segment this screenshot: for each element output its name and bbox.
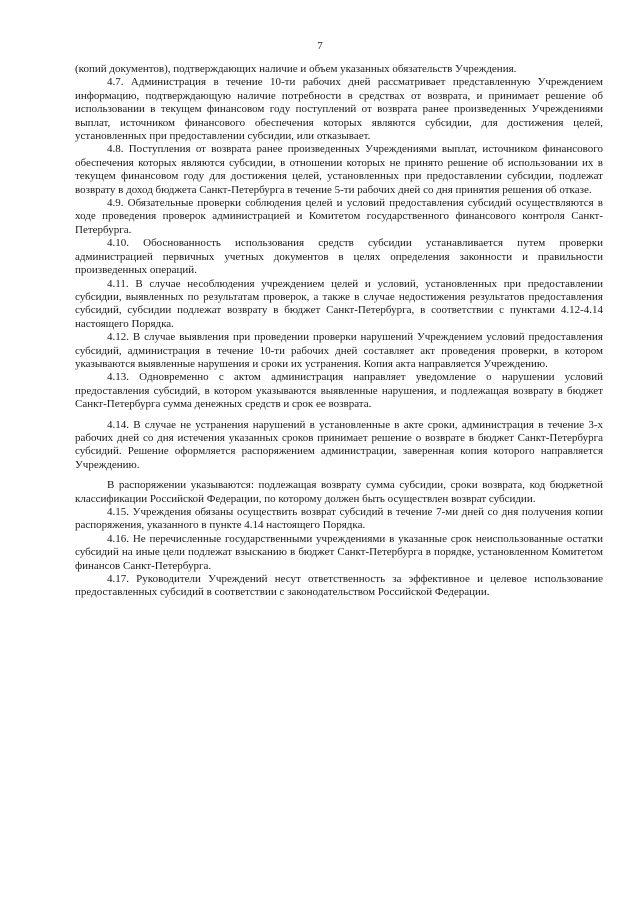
paragraph-4-11: 4.11. В случае несоблюдения учреждением целей и условий, установленных при предоставлении субсидии, выявленных по результатам проверок, а также в случае недостижения результатов предоставления субсидий, субсидии подлежат возврату в бюджет Санкт-Петербурга, в соответствии с пунктами 4.12-4.14 настоящего Порядка. <box>75 277 603 330</box>
paragraph-4-16: 4.16. Не перечисленные государственными учреждениями в указанные срок неиспользованные остатки субсидий на иные цели подлежат взысканию в бюджет Санкт-Петербурга в порядке, установленном Комитетом финансов Санкт-Петербурга. <box>75 532 603 572</box>
paragraph-4-17: 4.17. Руководители Учреждений несут ответственность за эффективное и целевое использование предоставленных субсидий в соответствии с законодательством Российской Федерации. <box>75 573 603 599</box>
page-number: 7 <box>317 40 323 52</box>
paragraph-4-8: 4.8. Поступления от возврата ранее произведенных Учреждениями выплат, источником финансового обеспечения которых являются субсидии, в отношении которых не принято решение об использовании их в текущем финансовом году для достижения целей, установленных при предоставлении субсидии, подлежат возврату в доход бюджета Санкт-Петербурга в течение 5-ти рабочих дней со дня принятия решения об отказе. <box>75 143 603 196</box>
document-body <box>75 63 603 600</box>
paragraph-continuation: (копий документов), подтверждающих наличие и объем указанных обязательств Учреждения. <box>75 63 517 75</box>
paragraph-4-15: 4.15. Учреждения обязаны осуществить возврат субсидий в течение 7-ми дней со дня получения копии распоряжения, указанного в пункте 4.14 настоящего Порядка. <box>75 506 603 532</box>
paragraph-4-14: 4.14. В случае не устранения нарушений в установленные в акте сроки, администрация в течение 3-х рабочих дней со дня истечения указанных сроков принимает решение о возврате в бюджет Санкт-Петербурга субсидий. Решение оформляется распоряжением администрации, заверенная копия которого направляется Учреждению. <box>75 418 603 471</box>
paragraph-4-9: 4.9. Обязательные проверки соблюдения целей и условий предоставления субсидий осуществляются в ходе проведения проверок администрацией и Комитетом государственного финансового контроля Санкт-Петербурга. <box>75 197 603 236</box>
paragraph-4-12: 4.12. В случае выявления при проведении проверки нарушений Учреждением условий предоставления субсидий, администрация в течение 10-ти рабочих дней составляет акт проведения проверки, в котором указываются выявленные нарушения и сроки их устранения. Копия акта направляется Учреждению. <box>75 331 603 370</box>
paragraph-4-13: 4.13. Одновременно с актом администрация направляет уведомление о нарушении условий предоставления субсидий, в котором указываются выявленные нарушения, и подлежащая возврату в бюджет Санкт-Петербурга сумма денежных средств и срок ее возврата. <box>75 371 603 411</box>
paragraph-4-7: 4.7. Администрация в течение 10-ти рабочих дней рассматривает представленную Учреждением информацию, подтверждающую наличие потребности в средствах от возврата, и принимает решение об использовании в текущем финансовом году поступлений от возврата ранее произведенных Учреждениями выплат, источником финансового обеспечения которых являются субсидии, для достижения целей, установленных при предоставлении субсидии, или отказывает. <box>75 76 603 143</box>
paragraph-4-10: 4.10. Обоснованность использования средств субсидии устанавливается путем проверки администрацией первичных учетных документов в целях определения законности и правильности произведенных операций. <box>75 237 603 277</box>
paragraph-order-details: В распоряжении указываются: подлежащая возврату сумма субсидии, сроки возврата, код бюджетной классификации Российской Федерации, по которому должен быть осуществлен возврат субсидии. <box>75 479 603 505</box>
